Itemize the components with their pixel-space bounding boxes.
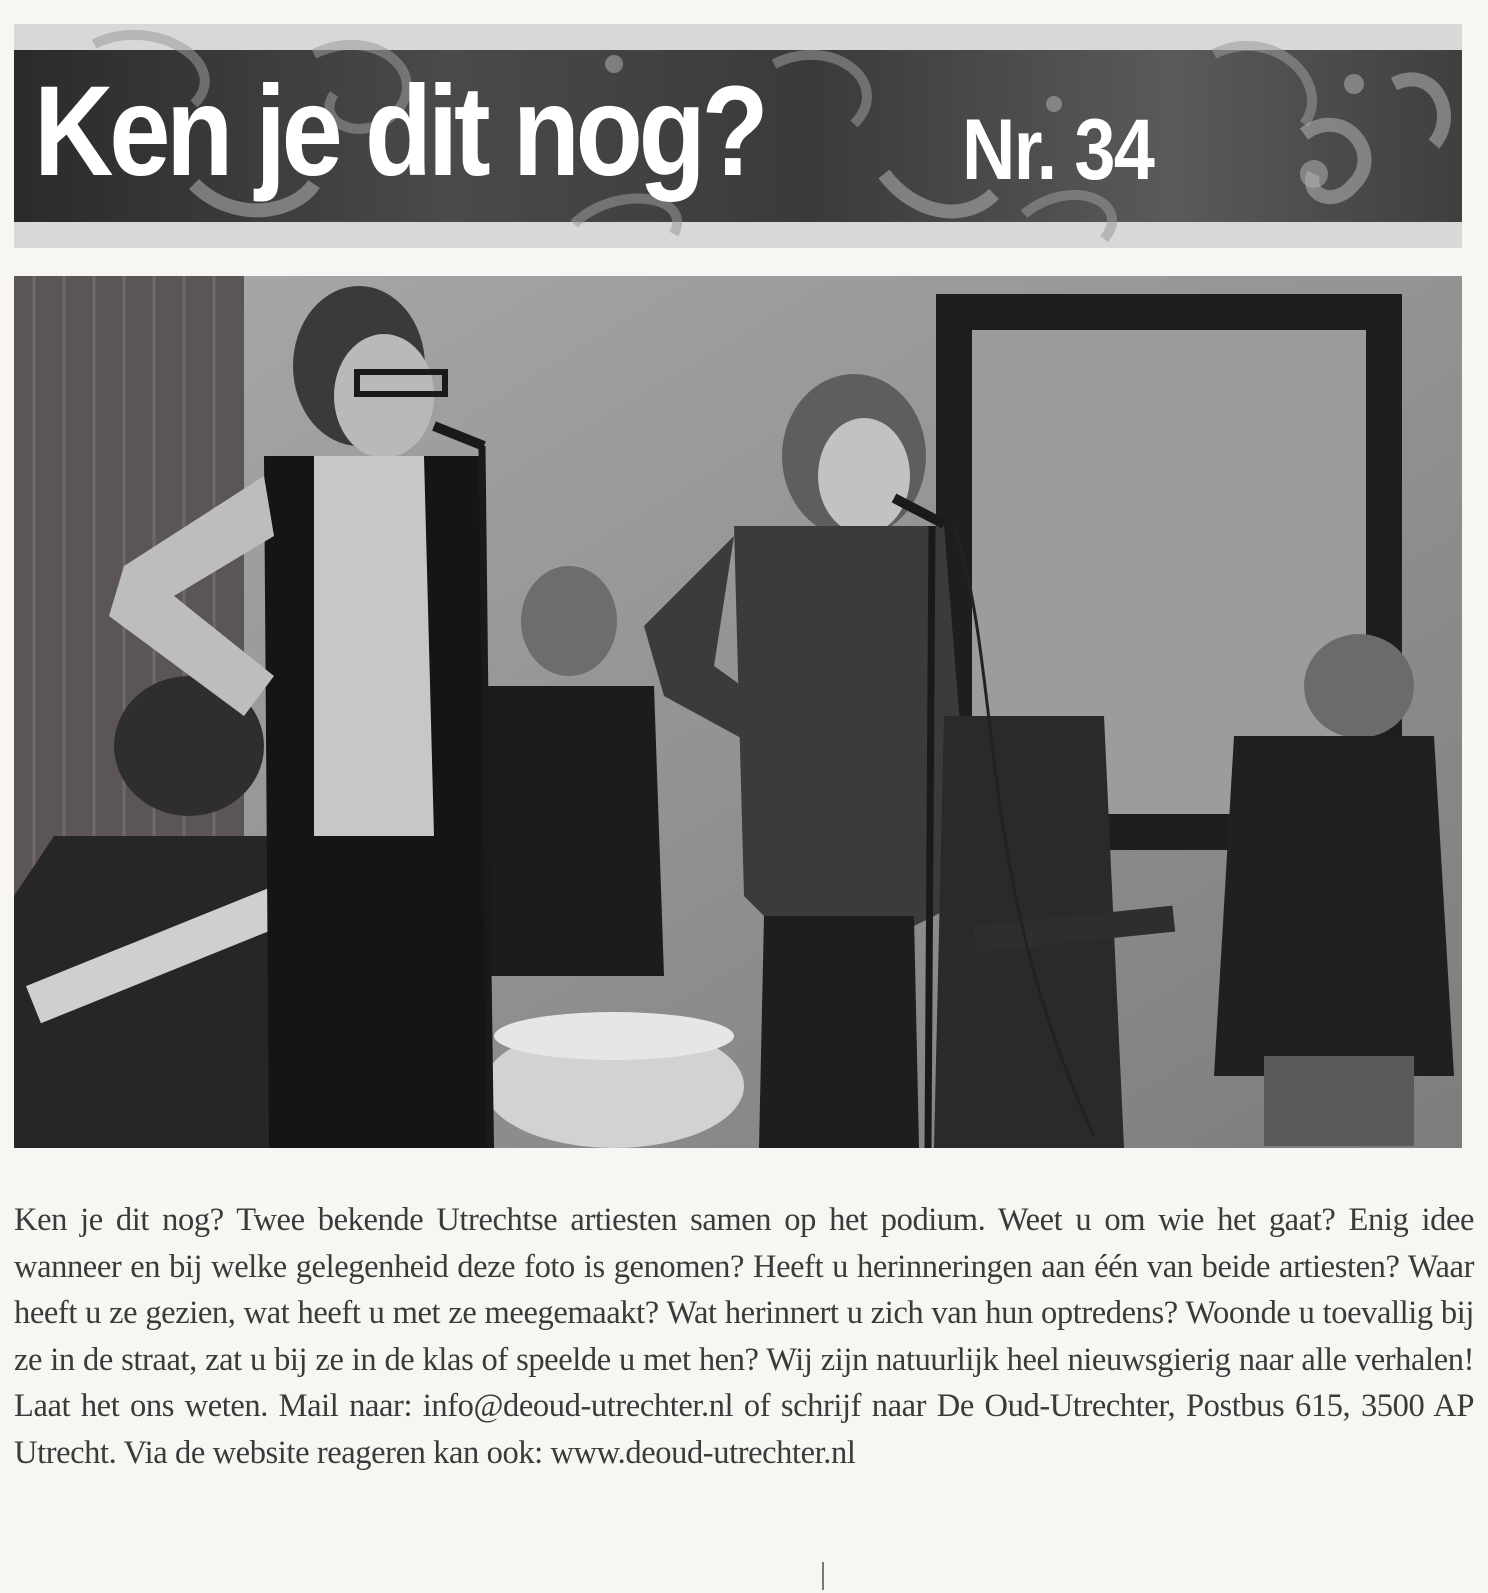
page-title: Ken je dit nog?	[34, 60, 765, 203]
black-and-white-stage-photo-icon	[14, 276, 1462, 1148]
issue-number: Nr. 34	[962, 102, 1154, 198]
article-body: Ken je dit nog? Twee bekende Utrechtse artiesten samen op het podium. Weet u om wie het gaat? Enig idee wanneer en bij welke gelegenheid deze foto is genomen? Heeft u herinneringen aan één van beide artiesten? Waar heeft u ze gezien, wat heeft u met ze meegemaakt? Wat herinnert u zich van hun optredens? Woonde u toevallig bij ze in de straat, zat u bij ze in de klas of speelde u met hen? Wij zijn natuurlijk heel nieuwsgierig naar alle verhalen! Laat het ons weten. Mail naar: info@deoud-utrechter.nl of schrijf naar De Oud-Utrechter, Postbus 615, 3500 AP Utrecht. Via de website reageren kan ook: www.deoud-utrechter.nl	[14, 1202, 1474, 1471]
header-banner	[14, 24, 1462, 248]
stage-photo	[14, 276, 1462, 1148]
scan-mark	[822, 1562, 824, 1590]
